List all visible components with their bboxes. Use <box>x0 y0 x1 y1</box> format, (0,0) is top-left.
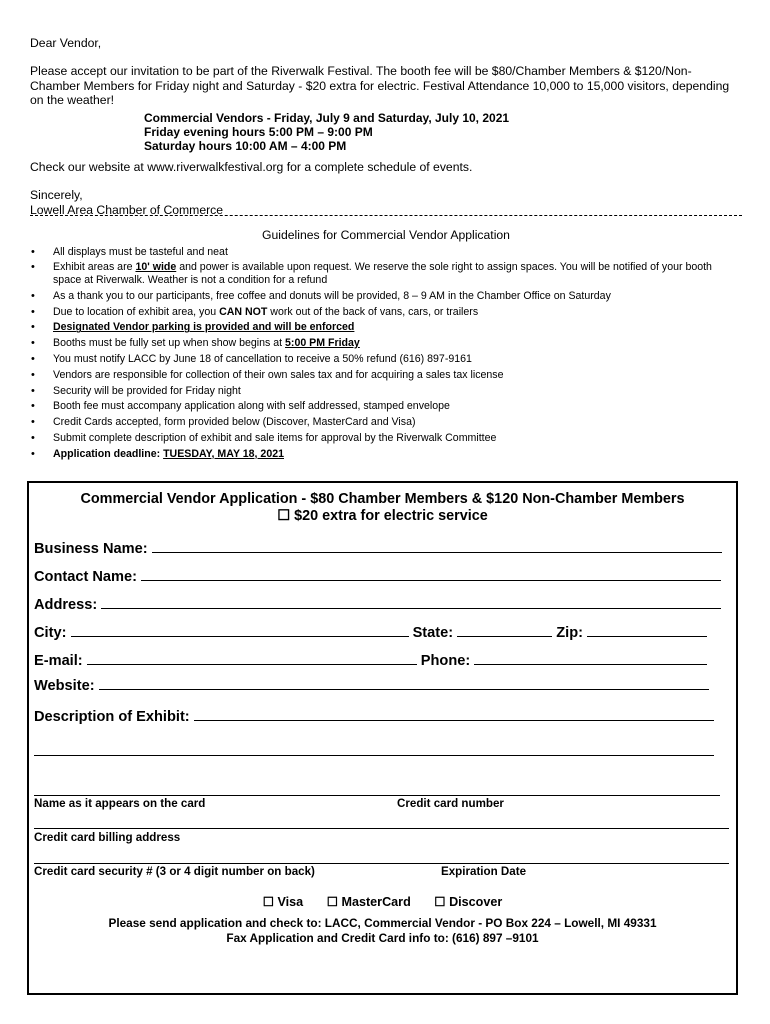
card-number-label: Credit card number <box>397 797 504 810</box>
guideline-emphasis: 10' wide <box>135 260 177 273</box>
list-item <box>30 352 742 368</box>
website-input[interactable] <box>99 681 709 690</box>
security-number-label: Credit card security # (3 or 4 digit number on back) <box>34 865 315 878</box>
contact-name-label: Contact Name: <box>34 569 137 585</box>
name-on-card-label: Name as it appears on the card <box>34 797 206 810</box>
schedule-friday-hours: Friday evening hours 5:00 PM – 9:00 PM <box>144 124 373 139</box>
name-on-card-line[interactable] <box>34 795 720 796</box>
billing-address-line[interactable] <box>34 828 729 829</box>
website-line: Check our website at www.riverwalkfestival.org for a complete schedule of events. <box>30 160 473 174</box>
state-input[interactable] <box>457 622 552 637</box>
business-name-field <box>34 538 722 557</box>
intro-paragraph: Please accept our invitation to be part of the Riverwalk Festival. The booth fee will be $80/Chamber Members & $120/Non-Chamber Members for Friday night and Saturday - $20 extra for electric. Festival Attendance 10,000 to 15,000 visitors, depending on the weather! <box>30 64 730 107</box>
guideline-text: You must notify LACC by June 18 of cancellation to receive a 50% refund (616) 897-9161 <box>53 352 472 365</box>
description-field <box>34 706 714 725</box>
guideline-text: Submit complete description of exhibit and sale items for approval by the Riverwalk Committee <box>53 431 497 444</box>
card-type-options <box>29 894 736 909</box>
list-item <box>30 289 742 305</box>
list-item <box>30 415 742 431</box>
application-title-line1: Commercial Vendor Application - $80 Chamber Members & $120 Non-Chamber Members <box>80 491 685 507</box>
fax-number: Fax Application and Credit Card info to: (616) 897 –9101 <box>226 931 539 945</box>
website-field <box>34 678 709 694</box>
guideline-text: work out of the back of vans, cars, or trailers <box>267 305 479 318</box>
guideline-emphasis: Designated Vendor parking is provided and will be enforced <box>53 321 355 334</box>
billing-address-label: Credit card billing address <box>34 831 181 844</box>
city-label: City: <box>34 625 67 641</box>
discover-checkbox[interactable]: ☐ Discover <box>434 895 503 909</box>
website-label: Website: <box>34 678 95 694</box>
guideline-text: Booths must be fully set up when show begins at <box>53 337 286 350</box>
description-line-2[interactable] <box>34 755 714 756</box>
zip-label: Zip: <box>556 625 583 641</box>
contact-name-field <box>34 566 721 585</box>
guideline-text: Due to location of exhibit area, you <box>53 305 220 318</box>
state-label: State: <box>412 625 454 641</box>
mailing-instructions <box>29 916 736 946</box>
contact-name-input[interactable] <box>141 566 721 581</box>
expiration-label: Expiration Date <box>441 865 527 878</box>
list-item <box>30 431 742 447</box>
guideline-text: Credit Cards accepted, form provided below (Discover, MasterCard and Visa) <box>53 416 416 429</box>
electric-service-checkbox[interactable]: ☐ $20 extra for electric service <box>277 508 488 524</box>
guideline-text: As a thank you to our participants, free coffee and donuts will be provided, 8 – 9 AM in the Chamber Office on Saturday <box>53 289 611 302</box>
list-item <box>30 261 742 289</box>
schedule-saturday-hours: Saturday hours 10:00 AM – 4:00 PM <box>144 138 347 153</box>
email-input[interactable] <box>87 650 417 665</box>
application-form <box>27 481 738 995</box>
visa-checkbox[interactable]: ☐ Visa <box>262 895 304 909</box>
guideline-text: Exhibit areas are <box>53 260 136 273</box>
signature: Lowell Area Chamber of Commerce <box>30 202 224 217</box>
list-item <box>30 368 742 384</box>
zip-input[interactable] <box>587 622 707 637</box>
list-item <box>30 320 742 336</box>
closing-block <box>30 188 223 217</box>
guidelines-list <box>30 245 742 463</box>
list-item <box>30 245 742 261</box>
guidelines-title: Guidelines for Commercial Vendor Application <box>262 228 510 242</box>
guideline-emphasis: CAN NOT <box>219 305 268 318</box>
deadline-date: TUESDAY, MAY 18, 2021 <box>163 447 284 460</box>
phone-label: Phone: <box>420 653 471 669</box>
list-item <box>30 399 742 415</box>
description-input[interactable] <box>194 706 714 721</box>
phone-input[interactable] <box>474 650 707 665</box>
schedule-dates: Commercial Vendors - Friday, July 9 and Saturday, July 10, 2021 <box>144 111 510 125</box>
guideline-text: Vendors are responsible for collection of their own sales tax and for acquiring a sales tax license <box>53 368 504 381</box>
address-label: Address: <box>34 597 98 613</box>
greeting: Dear Vendor, <box>30 36 102 50</box>
dashed-divider <box>30 215 742 216</box>
guideline-text: and power is available upon request. We reserve the sole right to assign spaces. You will be notified of your booth space at Riverwalk. Weather is not a condition for a refund <box>53 260 712 286</box>
list-item <box>30 305 742 321</box>
schedule-block <box>144 112 509 153</box>
guideline-text: Security will be provided for Friday night <box>53 384 241 397</box>
mastercard-checkbox[interactable]: ☐ MasterCard <box>326 895 411 909</box>
city-input[interactable] <box>71 622 409 637</box>
guideline-text: Booth fee must accompany application along with self addressed, stamped envelope <box>53 400 450 413</box>
email-label: E-mail: <box>34 653 83 669</box>
business-name-input[interactable] <box>152 538 722 553</box>
closing: Sincerely, <box>30 188 83 202</box>
address-input[interactable] <box>101 594 721 609</box>
guideline-text: All displays must be tasteful and neat <box>53 246 228 258</box>
guideline-emphasis: Application deadline: <box>53 447 164 460</box>
list-item <box>30 336 742 352</box>
list-item <box>30 447 742 463</box>
city-state-zip-field <box>34 622 707 641</box>
security-number-line[interactable] <box>34 863 729 864</box>
guideline-emphasis: 5:00 PM Friday <box>285 337 360 350</box>
email-phone-field <box>34 650 707 669</box>
mailing-address: Please send application and check to: LACC, Commercial Vendor - PO Box 224 – Lowell, MI 49331 <box>108 916 657 930</box>
application-title <box>29 491 736 525</box>
list-item <box>30 384 742 400</box>
business-name-label: Business Name: <box>34 541 148 557</box>
description-label: Description of Exhibit: <box>34 709 190 725</box>
address-field <box>34 594 721 613</box>
